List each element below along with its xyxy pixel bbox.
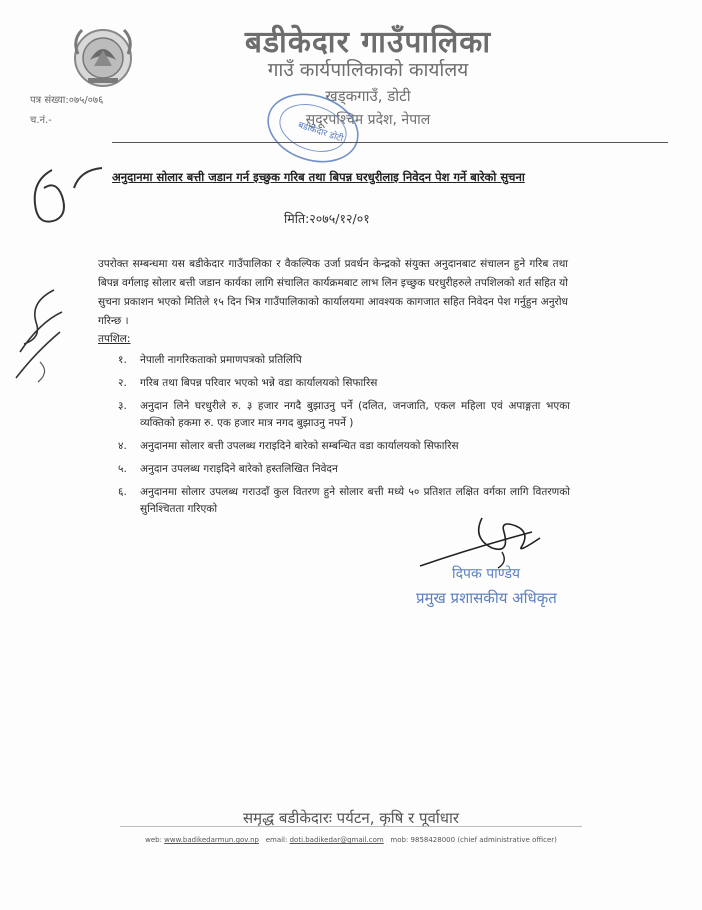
web-label: web:: [145, 836, 162, 844]
item-text: अनुदानमा सोलार बत्ती उपलब्ध गराइदिने बारेको सम्बन्धित वडा कार्यालयको सिफारिस: [140, 440, 459, 452]
signer-name: दिपक पाण्डेय: [452, 566, 521, 582]
stamp-label: बडीकेदार डोटी: [296, 120, 345, 145]
dispatch-number: च.नं.-: [30, 115, 52, 126]
office-name: गाउँ कार्यपालिकाको कार्यालय: [267, 59, 469, 81]
conditions-list: [118, 352, 570, 524]
reference-number: पत्र संख्या:०७५/०७६: [30, 95, 104, 106]
item-text: गरिब तथा बिपन्न परिवार भएको भन्ने वडा कार्यालयको सिफारिस: [140, 377, 378, 389]
handwritten-margin-mark-icon: [22, 160, 112, 240]
item-text: अनुदान उपलब्ध गराइदिने बारेको हस्तलिखित निवेदन: [140, 463, 338, 475]
mobile-note: (chief administrative officer): [457, 836, 557, 844]
item-number: ४.: [118, 440, 127, 452]
list-item: [118, 398, 570, 432]
email-label: email:: [265, 836, 288, 844]
list-item: [118, 461, 570, 478]
subject-line: अनुदानमा सोलार बत्ती जडान गर्न इच्छुक गरिब तथा बिपन्न घरधुरीलाइ निवेदन पेश गर्ने बारेको सुचना: [112, 170, 525, 184]
item-number: ५.: [118, 463, 127, 475]
item-number: ३.: [118, 400, 127, 412]
address-line: खड्कगाउँ, डोटी: [325, 87, 411, 105]
signer-title: प्रमुख प्रशासकीय अधिकृत: [416, 589, 557, 607]
item-text: अनुदानमा सोलार उपलब्ध गराउदाँ कुल वितरण हुने सोलार बत्ती मध्ये ५० प्रतिशत लक्षित वर्गका लागि वितरणको सुनिश्चितता गरिएको: [140, 486, 570, 515]
list-item: [118, 438, 570, 455]
footer-slogan: समृद्ध बडीकेदारः पर्यटन, कृषि र पूर्वाधार: [242, 809, 460, 827]
province-line: सुदूरपश्चिम प्रदेश, नेपाल: [305, 112, 431, 128]
office-stamp-icon: [258, 88, 368, 168]
list-item: [118, 352, 570, 369]
list-heading: तपशिल:: [98, 333, 131, 345]
item-number: १.: [118, 354, 127, 366]
header-divider: [112, 142, 668, 143]
letter-date: मिति:२०७५/१२/०१: [284, 211, 370, 226]
mobile-label: mob:: [390, 836, 409, 844]
item-number: २.: [118, 377, 127, 389]
item-text: नेपाली नागरिकताको प्रमाणपत्रको प्रतिलिपि: [140, 354, 302, 366]
item-text: अनुदान लिने घरधुरीले रु. ३ हजार नगदै बुझाउनु पर्ने (दलित, जनजाति, एकल महिला एवं अपाङ्गता भएका व्यक्तिको हकमा रु. एक हजार मात्र नगद बुझाउनु नपर्ने ): [140, 400, 570, 429]
mobile-number: 9858428000: [410, 836, 456, 844]
list-item: [118, 375, 570, 392]
footer-divider: [120, 826, 582, 827]
footer-contact: [0, 836, 702, 844]
org-name: बडीकेदार गाउँपालिका: [244, 25, 492, 60]
side-initials-icon: [10, 282, 70, 392]
nepal-emblem-icon: [68, 20, 138, 90]
email-link[interactable]: doti.badikedar@gmail.com: [289, 836, 384, 844]
website-link[interactable]: www.badikedarmun.gov.np: [164, 836, 259, 844]
body-paragraph: उपरोक्त सम्बन्धमा यस बडीकेदार गाउँपालिका र वैकल्पिक उर्जा प्रवर्धन केन्द्रको संयुक्त अनुदानबाट संचालन हुने गरिब तथा बिपन्न वर्गलाइ सोलार बत्ती जडान कार्यका लागि संचालित कार्यक्रमबाट लाभ लिन इच्छुक घरधुरीहरुले तपशिलको शर्त सहित यो सुचना प्रकाशन भएको मितिले १५ दिन भित्र गाउँपालिकाको कार्यालयमा आवश्यक कागजात सहित निवेदन पेश गर्नुहुन अनुरोध गरिन्छ ।: [98, 258, 568, 327]
item-number: ६.: [118, 486, 127, 498]
